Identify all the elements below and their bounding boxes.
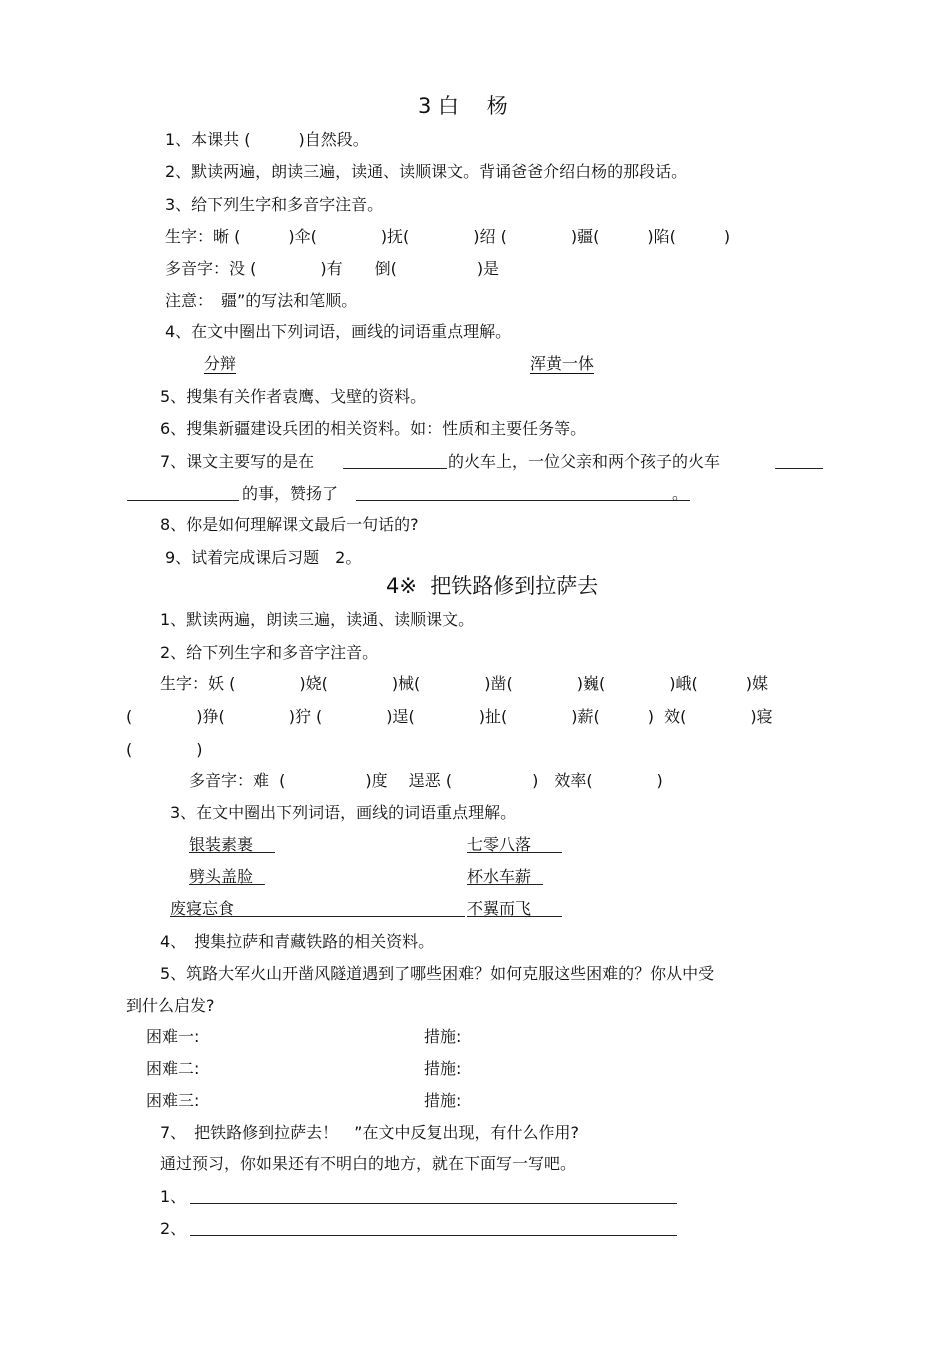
lesson4-word-qilingbaluo: 七零八落 [467,835,532,854]
lesson4-shengzi-line-1: 生字：妖 ( )娆( )械( )凿( )巍( )峨( )媒 [160,674,768,693]
lesson4-q7: 7、 把铁路修到拉萨去！ ”在文中反复出现，有什么作用? [160,1123,579,1142]
lesson3-q7-blank-1[interactable] [343,468,447,469]
lesson3-q2: 2、默读两遍，朗读三遍，读通、读顺课文。背诵爸爸介绍白杨的那段话。 [165,162,688,181]
lesson3-q7-part-a: 7、课文主要写的是在 [160,452,315,471]
lesson4-underline-6 [467,916,562,917]
lesson3-q7-blank-4[interactable] [356,500,690,501]
lesson4-q1: 1、默读两遍，朗读三遍，读通、读顺课文。 [160,610,475,629]
lesson4-difficulty-1: 困难一: [146,1027,200,1046]
lesson3-q1: 1、本课共 ( )自然段。 [165,130,369,149]
lesson4-q2: 2、给下列生字和多音字注音。 [160,643,379,662]
lesson3-duoyinzi: 多音字：没 ( )有 倒( )是 [165,259,500,278]
lesson4-q3: 3、在文中圈出下列词语，画线的词语重点理解。 [170,803,517,822]
lesson4-blank-label-2: 2、 [160,1219,187,1238]
lesson3-word-fenbian: 分辩 [204,354,237,373]
lesson4-word-pitougailian: 劈头盖脸 [189,867,254,886]
lesson3-word-hunhuangyiti: 浑黄一体 [530,354,595,373]
lesson3-q4: 4、在文中圈出下列词语，画线的词语重点理解。 [165,322,512,341]
lesson4-q5-line-2: 到什么启发? [126,996,215,1015]
lesson3-title: 3 白 杨 [418,94,508,118]
lesson4-underline-2 [467,852,562,853]
lesson3-q7-end: 。 [672,484,689,503]
lesson4-title: 4※ 把铁路修到拉萨去 [386,574,599,598]
lesson4-measure-1: 措施: [424,1027,462,1046]
lesson3-q6: 6、搜集新疆建设兵团的相关资料。如：性质和主要任务等。 [160,419,587,438]
lesson4-q5-line-1: 5、筑路大军火山开凿风隧道遇到了哪些困难？如何克服这些困难的？你从中受 [160,964,715,983]
lesson4-word-beishuichexin: 杯水车薪 [467,867,532,886]
lesson4-word-yinzhuangsuguo: 银装素裹 [189,835,254,854]
lesson3-q7-blank-3[interactable] [127,500,239,501]
lesson3-shengzi: 生字：晰 ( )伞( )抚( )绍 ( )疆( )陷( ) [165,227,731,246]
lesson4-measure-2: 措施: [424,1059,462,1078]
lesson3-q3: 3、给下列生字和多音字注音。 [165,195,384,214]
lesson4-underline-4 [467,884,543,885]
lesson4-shengzi-line-2: ( )狰( )狞 ( )逞( )扯( )薪( ) 效( )寝 [126,707,773,726]
lesson4-answer-line-2[interactable] [190,1235,677,1236]
lesson3-q9: 9、试着完成课后习题 2。 [165,548,362,567]
lesson4-measure-3: 措施: [424,1091,462,1110]
lesson4-word-buyierfei: 不翼而飞 [467,899,532,918]
lesson3-q7-blank-2[interactable] [775,468,823,469]
lesson4-duoyinzi: 多音字：难 ( )度 逞恶 ( ) 效率( ) [189,771,663,790]
lesson4-blank-label-1: 1、 [160,1187,187,1206]
lesson4-underline-1 [189,852,275,853]
lesson4-preview-prompt: 通过预习，你如果还有不明白的地方，就在下面写一写吧。 [160,1154,577,1173]
lesson4-underline-5 [170,916,465,917]
lesson4-q4: 4、 搜集拉萨和青藏铁路的相关资料。 [160,932,435,951]
lesson4-difficulty-2: 困难二: [146,1059,200,1078]
lesson3-q5: 5、搜集有关作者袁鹰、戈壁的资料。 [160,387,427,406]
lesson4-word-feiqinwangshi: 废寝忘食 [170,899,235,918]
lesson4-difficulty-3: 困难三: [146,1091,200,1110]
lesson3-q7-part-c: 的事，赞扬了 [242,484,339,503]
lesson4-shengzi-line-3: ( ) [126,740,203,759]
lesson3-q8: 8、你是如何理解课文最后一句话的? [160,515,419,534]
lesson4-underline-3 [189,884,265,885]
lesson4-answer-line-1[interactable] [190,1203,677,1204]
lesson3-q7-part-b: 的火车上，一位父亲和两个孩子的火车 [448,452,721,471]
lesson3-zhuyi: 注意： 疆”的写法和笔顺。 [165,291,358,310]
